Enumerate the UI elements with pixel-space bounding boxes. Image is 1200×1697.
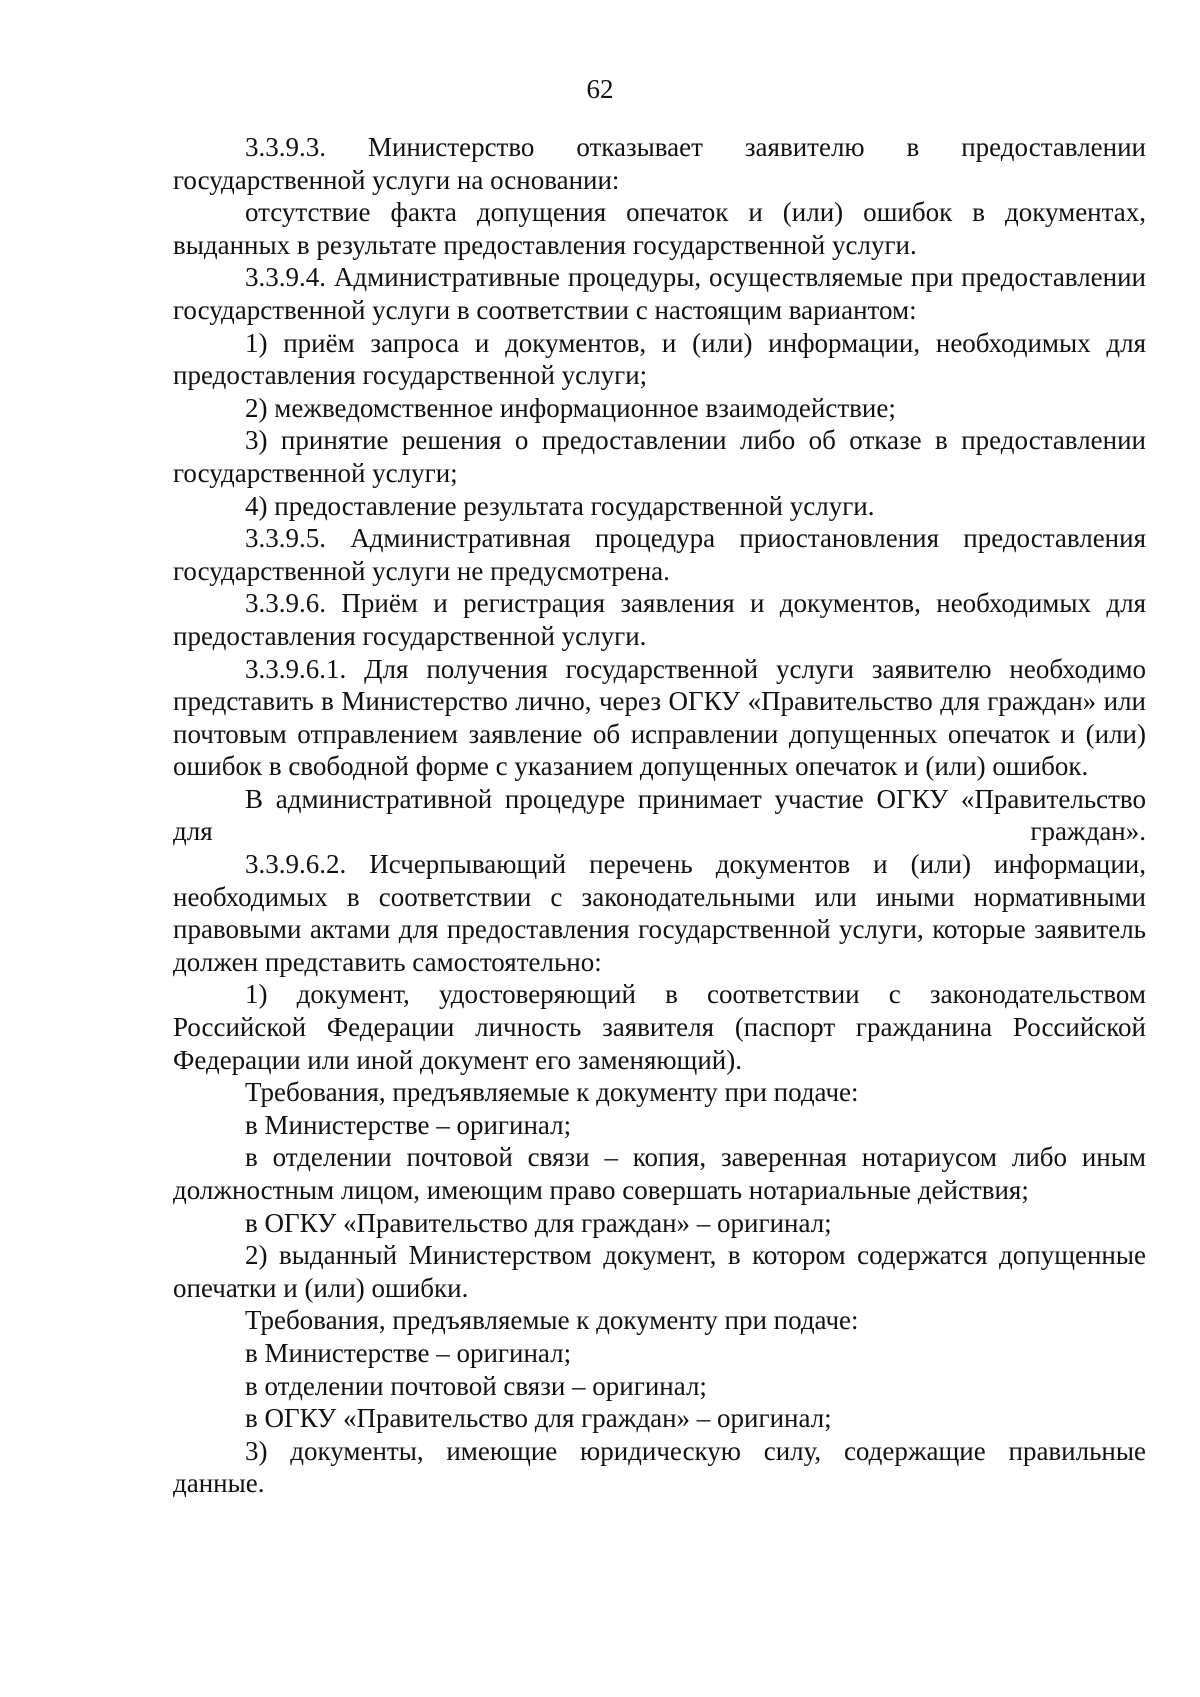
list-item-document-3: 3) документы, имеющие юридическую силу, содержащие правильные данные. bbox=[173, 1435, 1146, 1499]
paragraph-3-3-9-4: 3.3.9.4. Административные процедуры, осуществляемые при предоставлении государственной услуги в соответствии с настоящим вариантом: bbox=[173, 262, 1146, 325]
paragraph-participant: В административной процедуре принимает участие ОГКУ «Правительство для граждан». bbox=[173, 783, 1146, 847]
paragraph-3-3-9-6-2: 3.3.9.6.2. Исчерпывающий перечень документов и (или) информации, необходимых в соответствии с законодательными или иными нормативными правовыми актами для предоставления государственной услуги, которые заявитель должен представить самостоятельно: bbox=[173, 849, 1146, 977]
requirement-ogku-1: в ОГКУ «Правительство для граждан» – оригинал; bbox=[245, 1207, 832, 1238]
page-number: 62 bbox=[586, 74, 614, 104]
paragraph-3-3-9-6: 3.3.9.6. Приём и регистрация заявления и документов, необходимых для предоставления государственной услуги. bbox=[173, 588, 1146, 651]
requirement-post-1: в отделении почтовой связи – копия, заверенная нотариусом либо иным должностным лицом, имеющим право совершать нотариальные действия; bbox=[173, 1142, 1146, 1205]
paragraph-3-3-9-5: 3.3.9.5. Административная процедура приостановления предоставления государственной услуги не предусмотрена. bbox=[173, 523, 1146, 586]
requirement-ministry-2: в Министерстве – оригинал; bbox=[245, 1337, 572, 1368]
paragraph-requirements-1: Требования, предъявляемые к документу при подаче: bbox=[245, 1077, 859, 1108]
document-body bbox=[173, 131, 1146, 1500]
list-item-procedure-2: 2) межведомственное информационное взаимодействие; bbox=[245, 392, 896, 423]
paragraph-requirements-2: Требования, предъявляемые к документу при подаче: bbox=[245, 1305, 859, 1336]
paragraph-refusal-ground: отсутствие факта допущения опечаток и (или) ошибок в документах, выданных в результате предоставления государственной услуги. bbox=[173, 197, 1146, 260]
list-item-procedure-3: 3) принятие решения о предоставлении либо об отказе в предоставлении государственной услуги; bbox=[173, 425, 1146, 488]
list-item-procedure-4: 4) предоставление результата государственной услуги. bbox=[245, 490, 875, 521]
requirement-ogku-2: в ОГКУ «Правительство для граждан» – оригинал; bbox=[245, 1403, 832, 1434]
requirement-ministry-1: в Министерстве – оригинал; bbox=[245, 1109, 572, 1140]
list-item-document-1: 1) документ, удостоверяющий в соответствии с законодательством Российской Федерации личность заявителя (паспорт гражданина Российской Федерации или иной документ его заменяющий). bbox=[173, 979, 1146, 1075]
list-item-procedure-1: 1) приём запроса и документов, и (или) информации, необходимых для предоставления государственной услуги; bbox=[173, 327, 1146, 391]
list-item-document-2: 2) выданный Министерством документ, в котором содержатся допущенные опечатки и (или) ошибки. bbox=[173, 1240, 1146, 1303]
paragraph-3-3-9-3: 3.3.9.3. Министерство отказывает заявителю в предоставлении государственной услуги на основании: bbox=[173, 132, 1146, 195]
paragraph-3-3-9-6-1: 3.3.9.6.1. Для получения государственной услуги заявителю необходимо представить в Министерство лично, через ОГКУ «Правительство для граждан» или почтовым отправлением заявление об исправлении допущенных опечаток и (или) ошибок в свободной форме с указанием допущенных опечаток и (или) ошибок. bbox=[173, 653, 1146, 782]
requirement-post-2: в отделении почтовой связи – оригинал; bbox=[245, 1370, 707, 1401]
